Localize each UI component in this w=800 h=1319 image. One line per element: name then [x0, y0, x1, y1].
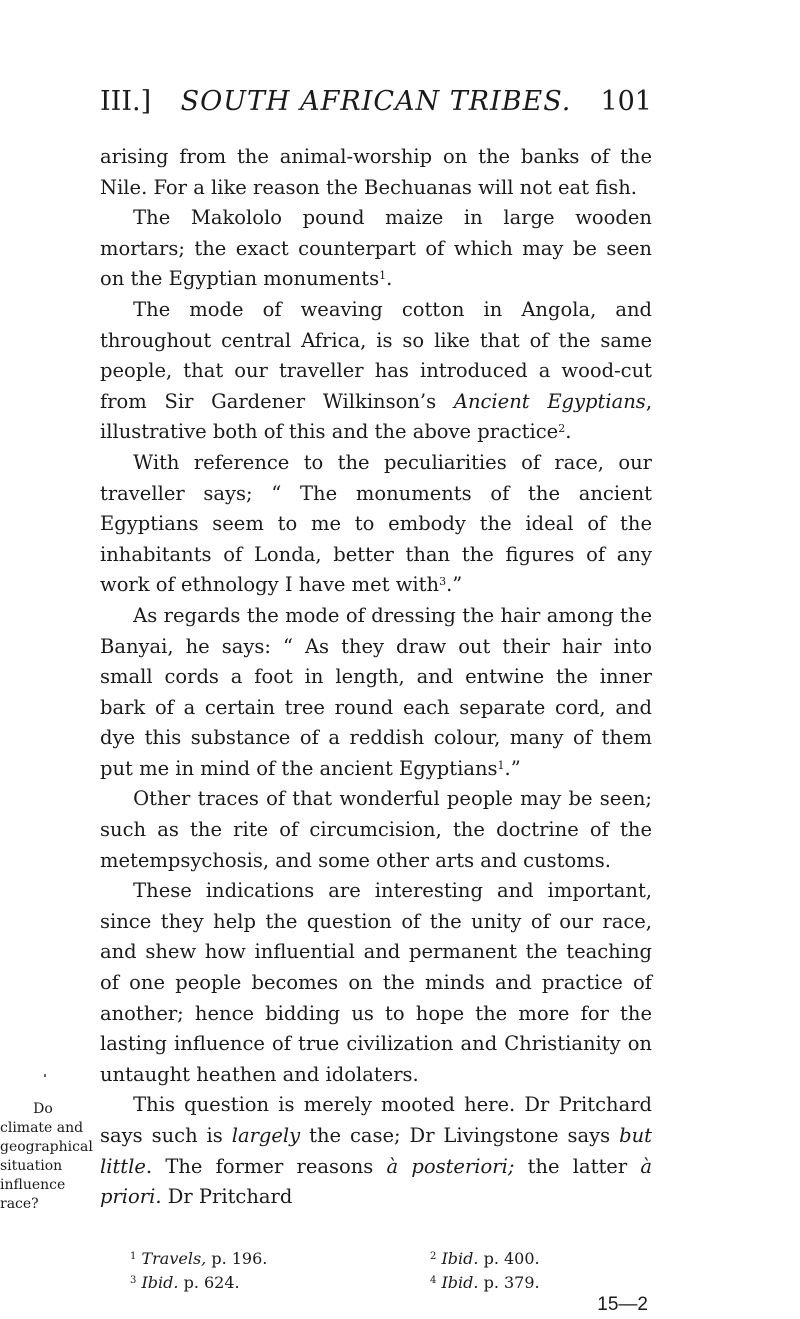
- paragraph: The Makololo pound maize in large wooden mortars; the exact counterpart of which may be seen on the Egyptian monuments$^1$.: [100, 206, 652, 291]
- running-title: SOUTH AFRICAN TRIBES.: [180, 86, 572, 117]
- paragraph: These indications are interesting and important, since they help the question of the unity of our race, and shew how influential and permanent the teaching of one people becomes on the minds and practice of another; hence bidding us to hope the more for the lasting influence of true civilization and Christianity on untaught heathen and idolaters.: [100, 879, 652, 1086]
- paragraph: As regards the mode of dressing the hair among the Banyai, he says: “ As they draw out their hair into small cords a foot in length, and entwine the inner bark of a certain tree round each separate cord, and dye this substance of a reddish colour, many of them put me in mind of the ancient Egyptians$^1$.”: [100, 603, 652, 780]
- book-title: Ancient Egyptians: [453, 389, 646, 413]
- ink-speck: [44, 1074, 46, 1077]
- footnotes: [130, 1247, 650, 1295]
- paragraph: arising from the animal-worship on the banks of the Nile. For a like reason the Bechuanas will not eat fish.: [100, 145, 652, 199]
- footnote-ref[interactable]: 2: [558, 422, 566, 436]
- paragraph-with-side-note: Do climate and geographical situation influence race? This question is merely mooted here. Dr Pritchard says such is largely the case; Dr Livingstone says but little. The former reasons à posteriori; the latter à priori. Dr Pritchard: [0, 1093, 652, 1213]
- body-text: [0, 142, 653, 1213]
- printer-signature: 15—2: [597, 1294, 648, 1315]
- paragraph: With reference to the peculiarities of race, our traveller says; “ The monuments of the ancient Egyptians seem to me to embody the ideal of the inhabitants of Londa, better than the figures of any work of ethnology I have met with$^3$.”: [100, 450, 652, 597]
- paragraph: Other traces of that wonderful people may be seen; such as the rite of circumcision, the doctrine of the metempsychosis, and some other arts and customs.: [100, 787, 652, 872]
- page-number: 101: [600, 86, 652, 117]
- footnote-ref[interactable]: 3: [439, 575, 447, 589]
- running-header: [100, 86, 652, 130]
- footnote-ref[interactable]: 1: [379, 269, 387, 283]
- margin-note: Do climate and geographical situation influence race?: [0, 1101, 93, 1213]
- footnote-row: [130, 1247, 650, 1271]
- footnote-ref[interactable]: 1: [497, 758, 505, 772]
- chapter-marker: III.]: [100, 86, 152, 117]
- footnote-row: [130, 1271, 650, 1295]
- footnote: $^1$ Travels, p. 196.: [130, 1249, 268, 1268]
- footnote: $^3$ Ibid. p. 624.: [130, 1273, 240, 1292]
- footnote: $^4$ Ibid. p. 379.: [430, 1273, 540, 1292]
- paragraph: The mode of weaving cotton in Angola, and throughout central Africa, is so like that of the same people, that our traveller has introduced a wood-cut from Sir Gardener Wilkinson’s Ancient Egyptians, illustrative both of this and the above practice$^2$.: [100, 297, 653, 444]
- footnote: $^2$ Ibid. p. 400.: [430, 1249, 540, 1268]
